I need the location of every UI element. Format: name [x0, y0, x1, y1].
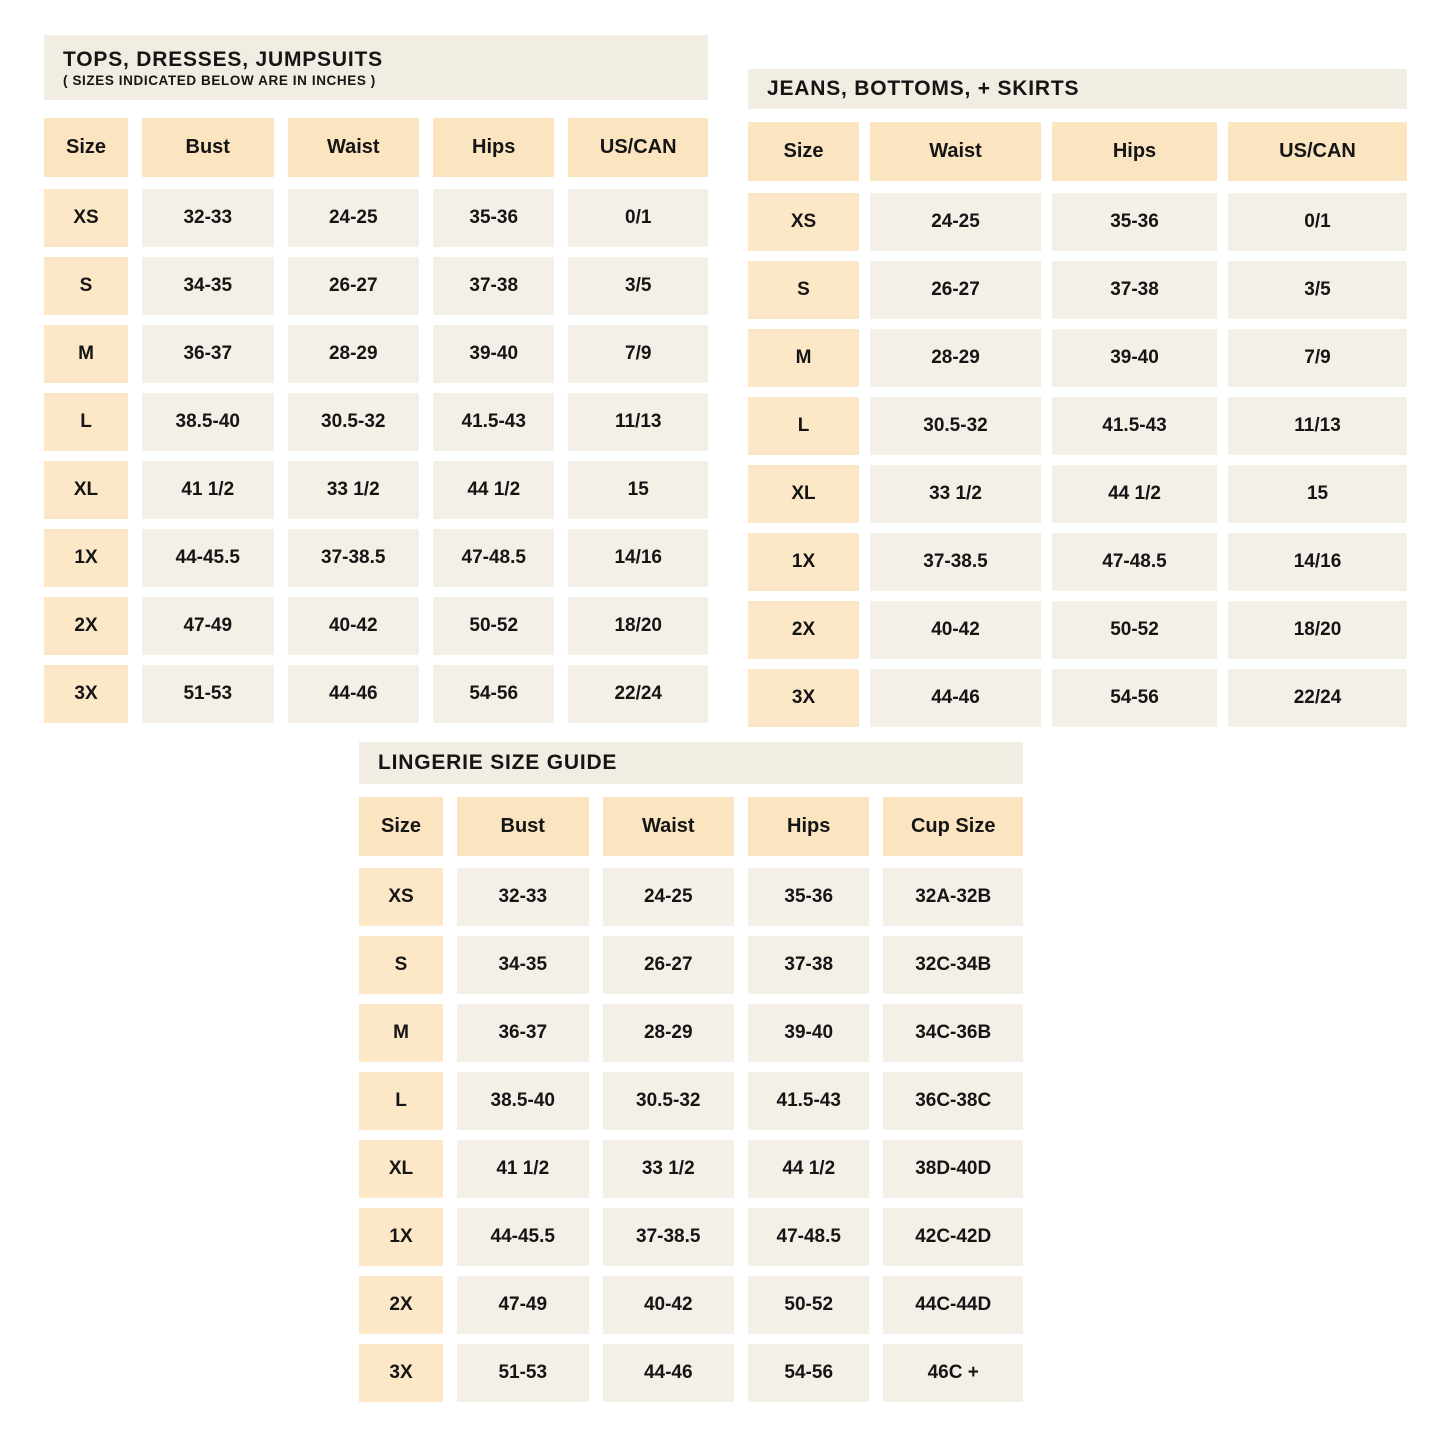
table-body	[359, 868, 1023, 1402]
table-subtitle: ( SIZES INDICATED BELOW ARE IN INCHES )	[63, 73, 376, 89]
header-row	[359, 797, 1023, 856]
size-label-cell: M	[44, 325, 128, 383]
size-label-cell: M	[748, 329, 859, 387]
column-header: Hips	[1052, 122, 1217, 181]
value-cell: 33 1/2	[603, 1140, 735, 1198]
value-cell: 30.5-32	[288, 393, 420, 451]
value-cell: 47-48.5	[1052, 533, 1217, 591]
column-header: US/CAN	[568, 118, 708, 177]
value-cell: 42C-42D	[883, 1208, 1023, 1266]
value-cell: 3/5	[1228, 261, 1407, 319]
size-label-cell: 1X	[748, 533, 859, 591]
value-cell: 47-48.5	[433, 529, 554, 587]
table-body	[748, 193, 1407, 727]
value-cell: 34-35	[142, 257, 274, 315]
size-label-cell: 2X	[748, 601, 859, 659]
value-cell: 26-27	[870, 261, 1041, 319]
column-header: Cup Size	[883, 797, 1023, 856]
value-cell: 36-37	[457, 1004, 589, 1062]
column-header: Size	[44, 118, 128, 177]
value-cell: 44 1/2	[1052, 465, 1217, 523]
jeans-table-title-banner	[748, 69, 1407, 109]
value-cell: 14/16	[1228, 533, 1407, 591]
value-cell: 47-48.5	[748, 1208, 869, 1266]
value-cell: 50-52	[1052, 601, 1217, 659]
value-cell: 37-38.5	[603, 1208, 735, 1266]
value-cell: 38D-40D	[883, 1140, 1023, 1198]
size-label-cell: 3X	[748, 669, 859, 727]
table-title: TOPS, DRESSES, JUMPSUITS	[63, 47, 383, 71]
header-row	[748, 122, 1407, 181]
column-header: US/CAN	[1228, 122, 1407, 181]
size-label-cell: M	[359, 1004, 443, 1062]
value-cell: 30.5-32	[603, 1072, 735, 1130]
value-cell: 22/24	[568, 665, 708, 723]
size-label-cell: L	[748, 397, 859, 455]
column-header: Waist	[288, 118, 420, 177]
value-cell: 18/20	[568, 597, 708, 655]
size-label-cell: 2X	[359, 1276, 443, 1334]
size-label-cell: 1X	[44, 529, 128, 587]
size-label-cell: S	[748, 261, 859, 319]
size-label-cell: S	[359, 936, 443, 994]
value-cell: 44-45.5	[457, 1208, 589, 1266]
value-cell: 39-40	[748, 1004, 869, 1062]
value-cell: 44-46	[603, 1344, 735, 1402]
value-cell: 41.5-43	[1052, 397, 1217, 455]
value-cell: 38.5-40	[142, 393, 274, 451]
column-header: Hips	[433, 118, 554, 177]
value-cell: 47-49	[457, 1276, 589, 1334]
table-title: LINGERIE SIZE GUIDE	[378, 750, 618, 774]
size-label-cell: XL	[44, 461, 128, 519]
value-cell: 44-46	[288, 665, 420, 723]
value-cell: 37-38.5	[288, 529, 420, 587]
value-cell: 0/1	[1228, 193, 1407, 251]
size-label-cell: XS	[748, 193, 859, 251]
size-label-cell: L	[44, 393, 128, 451]
size-label-cell: 3X	[44, 665, 128, 723]
value-cell: 37-38.5	[870, 533, 1041, 591]
value-cell: 7/9	[568, 325, 708, 383]
column-header: Waist	[603, 797, 735, 856]
value-cell: 35-36	[748, 868, 869, 926]
tops-table-title-banner	[44, 35, 708, 100]
value-cell: 39-40	[433, 325, 554, 383]
value-cell: 36C-38C	[883, 1072, 1023, 1130]
value-cell: 46C +	[883, 1344, 1023, 1402]
jeans-bottoms-skirts-table	[748, 69, 1407, 727]
column-header: Waist	[870, 122, 1041, 181]
value-cell: 33 1/2	[870, 465, 1041, 523]
value-cell: 32-33	[142, 189, 274, 247]
value-cell: 7/9	[1228, 329, 1407, 387]
column-header: Bust	[142, 118, 274, 177]
value-cell: 37-38	[433, 257, 554, 315]
size-label-cell: 3X	[359, 1344, 443, 1402]
size-label-cell: L	[359, 1072, 443, 1130]
value-cell: 26-27	[603, 936, 735, 994]
column-header: Size	[359, 797, 443, 856]
value-cell: 50-52	[433, 597, 554, 655]
value-cell: 22/24	[1228, 669, 1407, 727]
size-label-cell: 1X	[359, 1208, 443, 1266]
size-label-cell: XS	[44, 189, 128, 247]
size-label-cell: S	[44, 257, 128, 315]
value-cell: 11/13	[568, 393, 708, 451]
value-cell: 15	[1228, 465, 1407, 523]
column-header: Bust	[457, 797, 589, 856]
value-cell: 30.5-32	[870, 397, 1041, 455]
value-cell: 11/13	[1228, 397, 1407, 455]
value-cell: 40-42	[603, 1276, 735, 1334]
value-cell: 34C-36B	[883, 1004, 1023, 1062]
value-cell: 40-42	[288, 597, 420, 655]
value-cell: 41 1/2	[142, 461, 274, 519]
value-cell: 51-53	[142, 665, 274, 723]
value-cell: 38.5-40	[457, 1072, 589, 1130]
tops-dresses-jumpsuits-table	[44, 35, 708, 723]
value-cell: 15	[568, 461, 708, 519]
size-label-cell: XL	[359, 1140, 443, 1198]
table-title: JEANS, BOTTOMS, + SKIRTS	[767, 76, 1080, 100]
header-row	[44, 118, 708, 177]
value-cell: 41 1/2	[457, 1140, 589, 1198]
value-cell: 32A-32B	[883, 868, 1023, 926]
value-cell: 26-27	[288, 257, 420, 315]
value-cell: 44-46	[870, 669, 1041, 727]
value-cell: 18/20	[1228, 601, 1407, 659]
value-cell: 28-29	[603, 1004, 735, 1062]
value-cell: 37-38	[1052, 261, 1217, 319]
value-cell: 24-25	[288, 189, 420, 247]
lingerie-table-title-banner	[359, 742, 1023, 784]
value-cell: 33 1/2	[288, 461, 420, 519]
value-cell: 54-56	[433, 665, 554, 723]
value-cell: 39-40	[1052, 329, 1217, 387]
value-cell: 3/5	[568, 257, 708, 315]
value-cell: 35-36	[433, 189, 554, 247]
value-cell: 24-25	[870, 193, 1041, 251]
size-label-cell: 2X	[44, 597, 128, 655]
size-label-cell: XL	[748, 465, 859, 523]
value-cell: 28-29	[288, 325, 420, 383]
value-cell: 54-56	[748, 1344, 869, 1402]
value-cell: 14/16	[568, 529, 708, 587]
value-cell: 44 1/2	[748, 1140, 869, 1198]
value-cell: 47-49	[142, 597, 274, 655]
value-cell: 41.5-43	[748, 1072, 869, 1130]
value-cell: 37-38	[748, 936, 869, 994]
value-cell: 44 1/2	[433, 461, 554, 519]
value-cell: 41.5-43	[433, 393, 554, 451]
table-body	[44, 189, 708, 723]
value-cell: 44-45.5	[142, 529, 274, 587]
lingerie-size-guide-table	[359, 742, 1023, 1402]
value-cell: 50-52	[748, 1276, 869, 1334]
value-cell: 32-33	[457, 868, 589, 926]
value-cell: 40-42	[870, 601, 1041, 659]
value-cell: 34-35	[457, 936, 589, 994]
value-cell: 36-37	[142, 325, 274, 383]
value-cell: 51-53	[457, 1344, 589, 1402]
value-cell: 28-29	[870, 329, 1041, 387]
value-cell: 0/1	[568, 189, 708, 247]
value-cell: 54-56	[1052, 669, 1217, 727]
column-header: Size	[748, 122, 859, 181]
column-header: Hips	[748, 797, 869, 856]
value-cell: 35-36	[1052, 193, 1217, 251]
value-cell: 32C-34B	[883, 936, 1023, 994]
size-label-cell: XS	[359, 868, 443, 926]
value-cell: 44C-44D	[883, 1276, 1023, 1334]
value-cell: 24-25	[603, 868, 735, 926]
